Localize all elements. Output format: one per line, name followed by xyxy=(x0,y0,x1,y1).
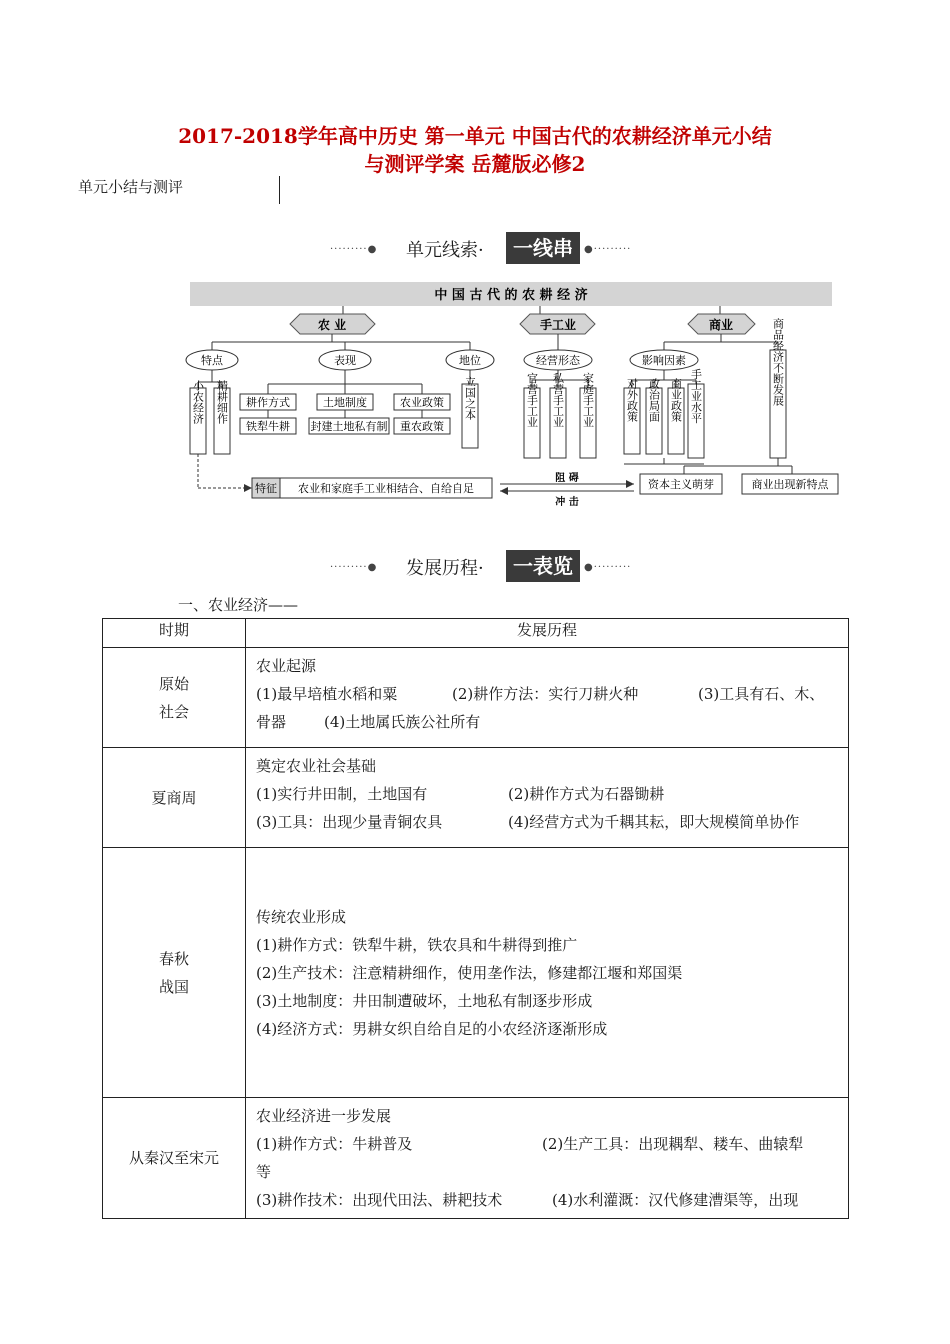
box-capitalism-sprouts: 资本主义萌芽 xyxy=(648,478,714,491)
table-row xyxy=(103,748,849,848)
commodity-development: 商品经济不断发展 xyxy=(771,318,785,406)
arrow-label-hinder: 阻 碍 xyxy=(555,473,579,484)
dotted-rule-right: ●········· xyxy=(584,244,632,255)
document-title-line2: 与测评学案 岳麓版必修2 xyxy=(364,152,586,176)
history-table xyxy=(102,618,849,1219)
dotted-rule-right: ●········· xyxy=(584,562,632,573)
node-commerce-factors: 影响因素 xyxy=(642,354,686,367)
feature-intensive: 精耕细作 xyxy=(215,380,229,424)
section-intro: 一、农业经济—— xyxy=(178,596,299,614)
concept-diagram xyxy=(180,278,840,508)
banner-text: 单元线索· xyxy=(406,240,484,261)
form-private: 私营手工业 xyxy=(551,372,565,428)
show-top-1: 土地制度 xyxy=(323,396,367,409)
branch-label-handicraft: 手工业 xyxy=(539,318,577,332)
table-row xyxy=(103,1098,849,1219)
status-foundation: 立国之本 xyxy=(463,376,477,420)
show-top-2: 农业政策 xyxy=(400,396,444,409)
table-row xyxy=(103,848,849,1098)
banner-unit-clues xyxy=(330,232,660,266)
branch-label-commerce: 商业 xyxy=(708,318,734,332)
period-cell: 原始 社会 xyxy=(103,648,246,748)
row-heading: 奠定农业社会基础 xyxy=(256,757,377,775)
banner-block: 一表览 xyxy=(506,550,580,582)
row-heading: 传统农业形成 xyxy=(256,907,347,926)
row-heading: 农业经济进一步发展 xyxy=(256,1107,392,1125)
form-official: 官营手工业 xyxy=(525,372,539,428)
box-commerce-new-features: 商业出现新特点 xyxy=(751,478,829,491)
show-bottom-0: 铁犁牛耕 xyxy=(246,420,290,433)
branch-handicraft xyxy=(520,314,595,334)
arrow-label-impact: 冲 击 xyxy=(555,497,579,508)
factor-commerce-policy: 商业政策 xyxy=(669,378,683,422)
feature-tag: 特征 xyxy=(255,482,277,495)
node-show: 表现 xyxy=(334,354,356,367)
dotted-rule-left: ·········● xyxy=(330,244,378,255)
header-development: 发展历程 xyxy=(246,619,849,648)
period-cell: 夏商周 xyxy=(103,748,246,848)
factor-political: 政治局面 xyxy=(647,378,661,422)
factor-foreign: 对外政策 xyxy=(625,378,639,422)
form-household: 家庭手工业 xyxy=(581,372,595,428)
node-status: 地位 xyxy=(459,354,481,367)
factor-handicraft-level: 手工业水平 xyxy=(689,368,703,424)
diagram-root-text: 中 国 古 代 的 农 耕 经 济 xyxy=(434,288,588,303)
show-bottom-1: 封建土地私有制 xyxy=(310,420,388,433)
banner-development xyxy=(330,550,660,584)
table-row xyxy=(103,648,849,748)
period-cell: 从秦汉至宋元 xyxy=(103,1098,246,1219)
table-header-row xyxy=(103,619,849,648)
development-cell: 传统农业形成 (1)耕作方式：铁犁牛耕，铁农具和牛耕得到推广 (2)生产技术：注意精耕细作，使用垄作法，修建都江堰和郑国渠 (3)土地制度：井田制遭破坏，土地私有制逐步形成 (4)经济方式：男耕女织自给自足的小农经济逐渐形成 xyxy=(246,848,849,1098)
row-heading: 农业起源 xyxy=(256,657,317,675)
development-cell: 农业起源 (1)最早培植水稻和粟 (2)耕作方法：实行刀耕火种 (3)工具有石、木、 骨器 (4)土地属氏族公社所有 xyxy=(246,648,849,748)
branch-label-agriculture: 农 业 xyxy=(317,318,347,332)
node-feature: 特点 xyxy=(201,354,223,367)
development-cell: 农业经济进一步发展 (1)耕作方式：牛耕普及 (2)生产工具：出现耦犁、耧车、曲辕犁 等 (3)耕作技术：出现代田法、耕耙技术 (4)水利灌溉：汉代修建漕渠等，出现 xyxy=(246,1098,849,1219)
node-handicraft-form: 经营形态 xyxy=(536,354,580,367)
vertical-divider xyxy=(279,176,280,204)
period-cell: 春秋 战国 xyxy=(103,848,246,1098)
show-bottom-2: 重农政策 xyxy=(400,420,444,433)
show-top-0: 耕作方式 xyxy=(246,396,290,409)
section-label: 单元小结与测评 xyxy=(78,178,184,196)
banner-text: 发展历程· xyxy=(406,558,484,579)
development-cell: 奠定农业社会基础 (1)实行井田制，土地国有 (2)耕作方式为石器锄耕 (3)工具：出现少量青铜农具 (4)经营方式为千耦其耘，即大规模简单协作 xyxy=(246,748,849,848)
feature-small-peasant: 小农经济 xyxy=(191,380,205,424)
branch-agriculture xyxy=(290,314,375,334)
dotted-rule-left: ·········● xyxy=(330,562,378,573)
document-title-line1: 2017-2018学年高中历史 第一单元 中国古代的农耕经济单元小结 xyxy=(178,124,772,148)
feature-text: 农业和家庭手工业相结合、自给自足 xyxy=(298,482,474,495)
header-period: 时期 xyxy=(103,619,246,648)
banner-block: 一线串 xyxy=(506,232,580,264)
branch-commerce xyxy=(688,314,755,334)
